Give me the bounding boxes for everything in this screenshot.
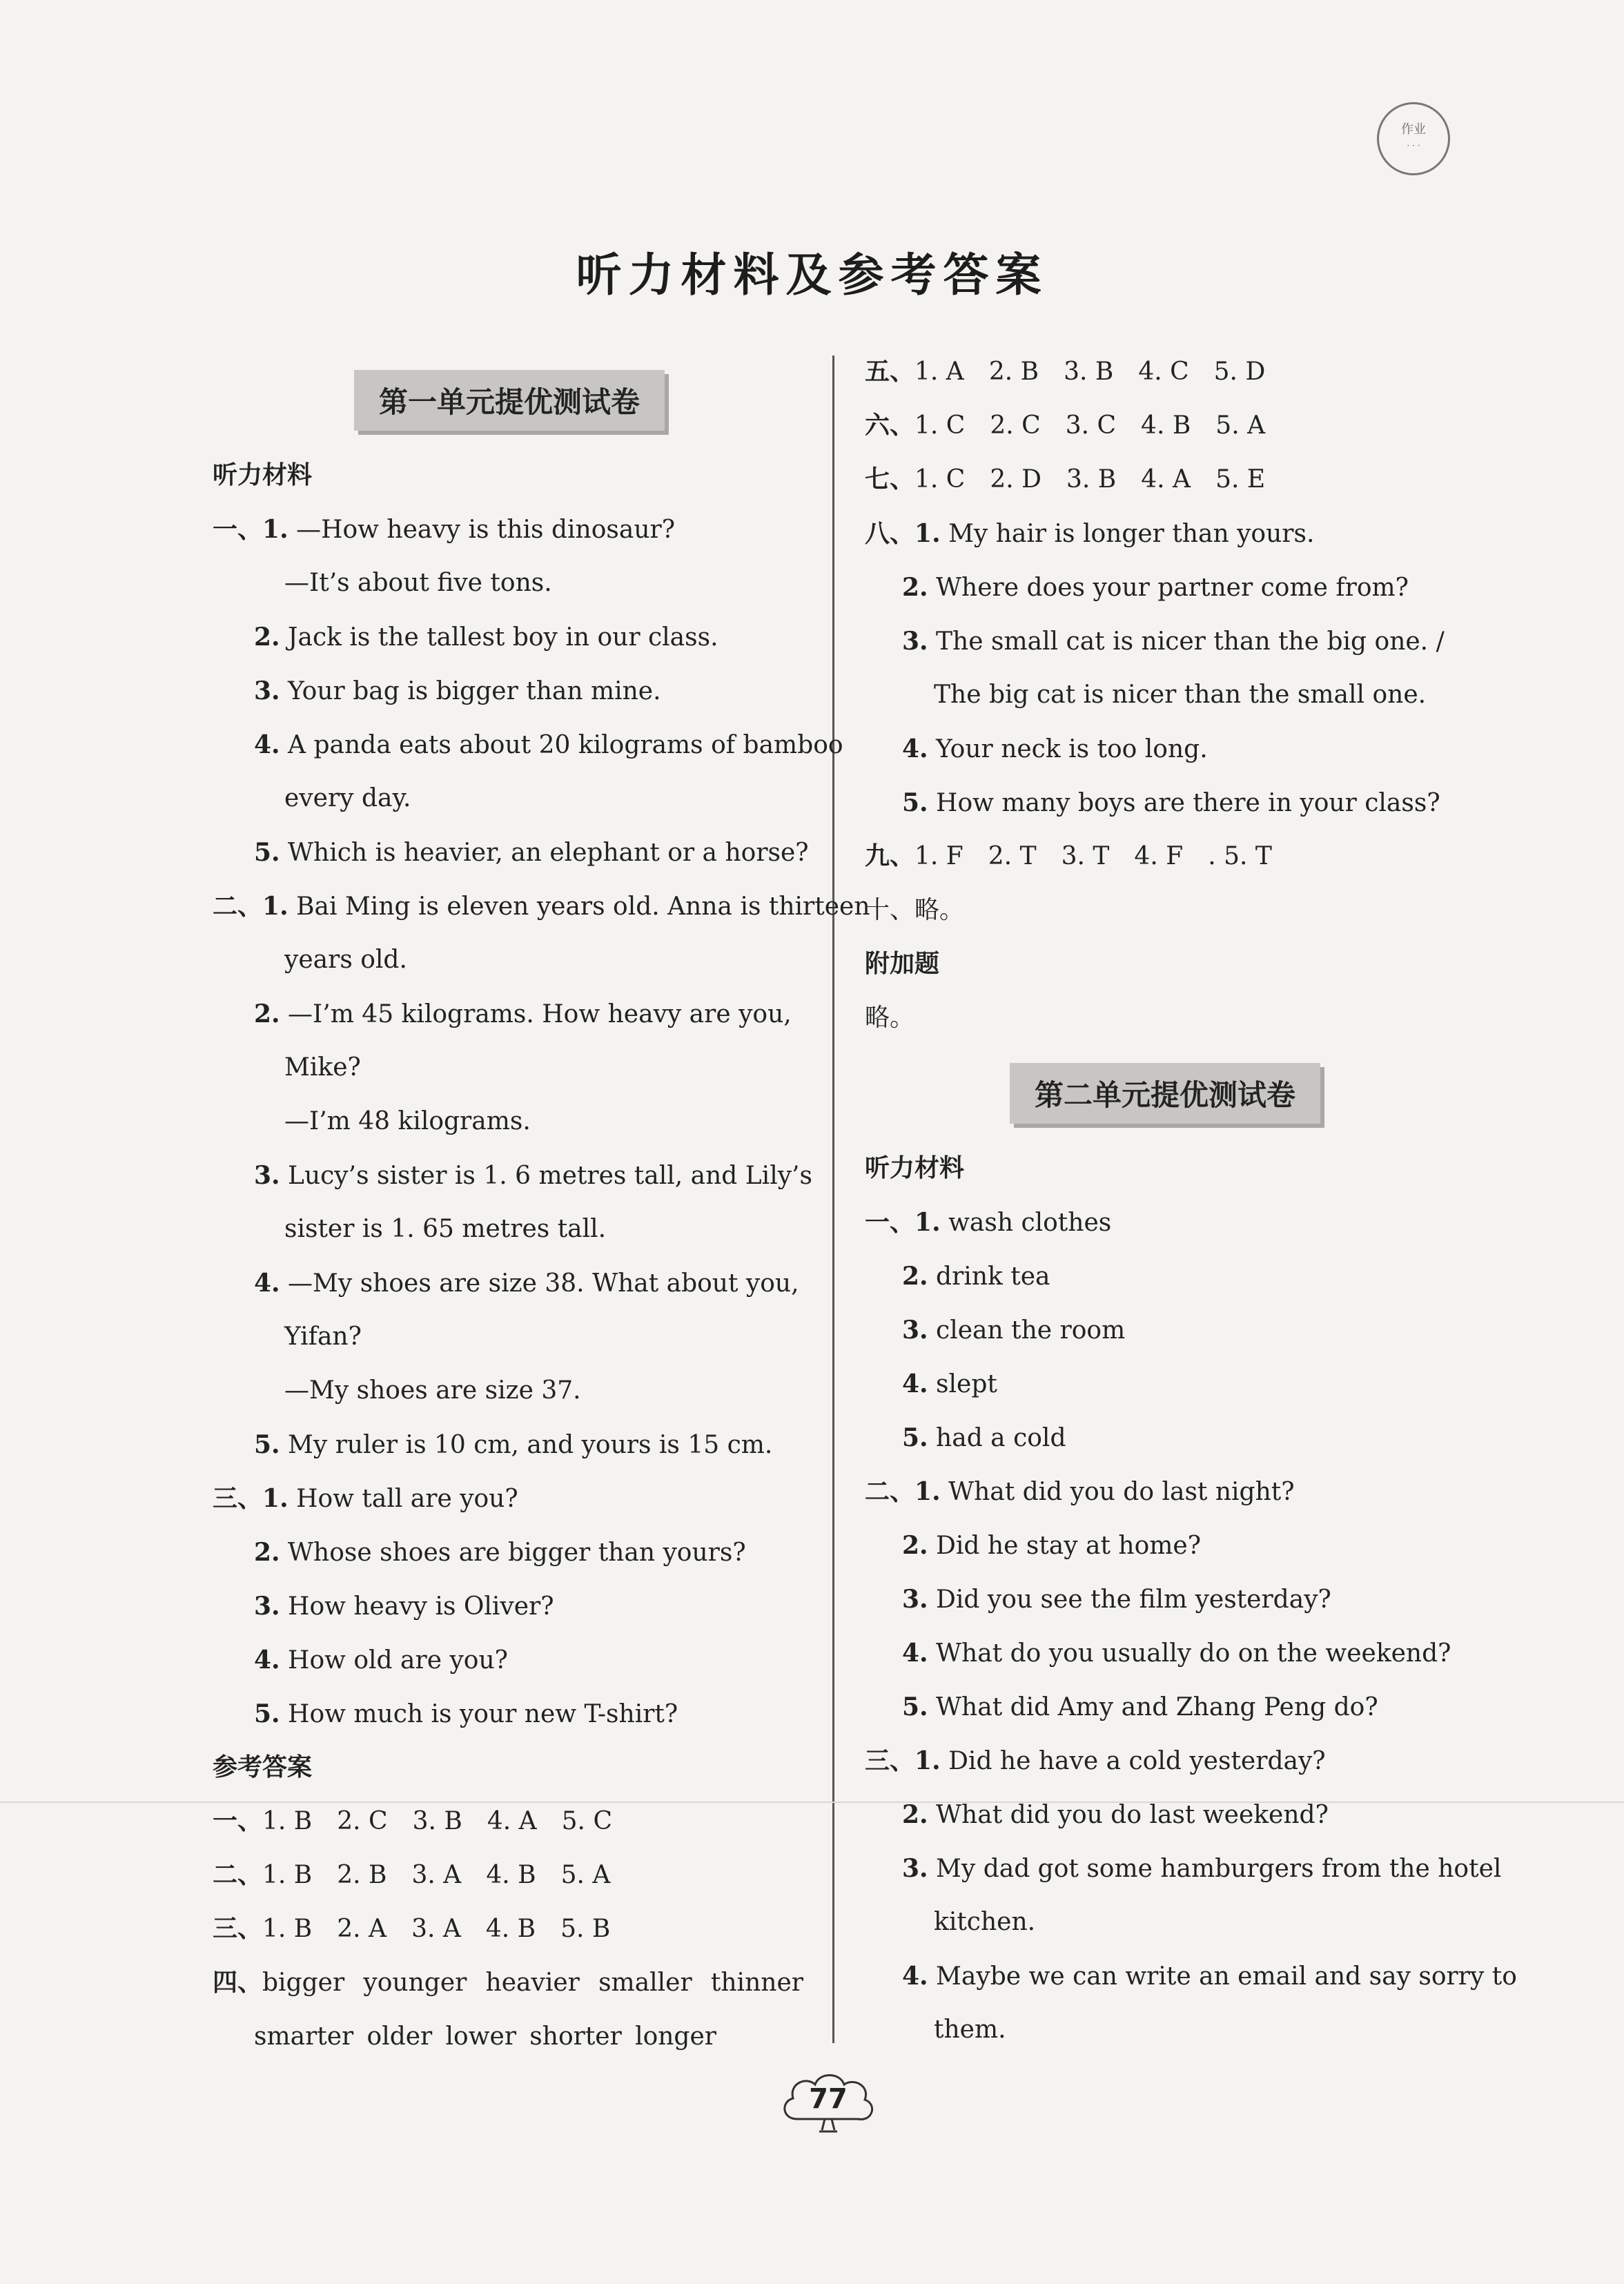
listening-line: 3. Your bag is bigger than mine. [254,676,661,705]
listening-line: 2. drink tea [902,1262,1050,1291]
listening-line: 3. Lucy’s sister is 1. 6 metres tall, and Lily’s [254,1161,812,1190]
answer-line: 5. How many boys are there in your class? [902,788,1440,817]
column-divider [832,355,834,2043]
answer-row: 七、1. C 2. D 3. B 4. A 5. E [865,465,1266,494]
listening-line: 二、1. Bai Ming is eleven years old. Anna is thirteen [213,892,870,921]
listening-line: —It’s about five tons. [284,569,552,597]
answer-line: The big cat is nicer than the small one. [934,681,1427,709]
listening-line: Yifan? [284,1322,362,1351]
listening-line: 一、1. —How heavy is this dinosaur? [213,515,676,544]
answer-line: 4. Your neck is too long. [902,734,1208,763]
unit1-answers-heading: 参考答案 [213,1753,313,1782]
answer-row: 二、1. B 2. B 3. A 4. B 5. A [213,1861,611,1889]
listening-line: 3. Did you see the film yesterday? [902,1585,1331,1614]
answer-line: 3. The small cat is nicer than the big one. / [902,627,1445,656]
listening-line: 2. What did you do last weekend? [902,1800,1329,1829]
listening-line: 4. What do you usually do on the weekend? [902,1639,1451,1668]
listening-line: 3. How heavy is Oliver? [254,1592,554,1621]
listening-line: them. [934,2015,1006,2044]
extra-text: 略。 [865,1004,915,1032]
listening-line: years old. [284,946,407,974]
listening-line: 4. How old are you? [254,1646,508,1675]
listening-line: 一、1. wash clothes [865,1208,1112,1237]
listening-line: —My shoes are size 37. [284,1376,581,1405]
listening-line: 2. Whose shoes are bigger than yours? [254,1538,746,1567]
answer-line: 八、1. My hair is longer than yours. [865,519,1315,548]
listening-line: 二、1. What did you do last night? [865,1477,1295,1506]
right-column [865,345,1517,2057]
words-row: 四、bigger younger heavier smaller thinner [213,1969,803,1997]
listening-line: 5. Which is heavier, an elephant or a horse? [254,838,809,867]
listening-line: 5. My ruler is 10 cm, and yours is 15 cm. [254,1430,773,1459]
listening-line: 2. —I’m 45 kilograms. How heavy are you, [254,999,792,1028]
answer-row: 九、1. F 2. T 3. T 4. F . 5. T [865,842,1272,870]
left-column [213,352,870,2064]
answer-row: 五、1. A 2. B 3. B 4. C 5. D [865,358,1266,386]
unit1-listening-heading: 听力材料 [213,461,313,489]
listening-line: sister is 1. 65 metres tall. [284,1215,607,1243]
unit1-banner: 第一单元提优测试卷 [354,370,665,431]
answer-row: 一、1. B 2. C 3. B 4. A 5. C [213,1807,612,1835]
listening-line: 三、1. Did he have a cold yesterday? [865,1746,1326,1775]
listening-line: 三、1. How tall are you? [213,1484,518,1513]
unit2-banner-wrap [865,1045,1465,1142]
listening-line: kitchen. [934,1908,1036,1936]
listening-line: 4. —My shoes are size 38. What about you, [254,1269,799,1298]
page-number-badge [776,2064,880,2140]
unit2-banner: 第二单元提优测试卷 [1010,1063,1320,1124]
answer-row: 六、1. C 2. C 3. C 4. B 5. A [865,411,1266,440]
listening-line: 4. slept [902,1369,997,1398]
answer-row: 三、1. B 2. A 3. A 4. B 5. B [213,1915,611,1943]
page-number: 77 [809,2083,848,2115]
listening-line: 5. How much is your new T-shirt? [254,1699,678,1728]
listening-line: Mike? [284,1053,361,1082]
unit1-banner-wrap [213,352,806,449]
listening-line: 2. Did he stay at home? [902,1531,1202,1560]
listening-line: 4. A panda eats about 20 kilograms of bamboo [254,730,843,759]
listening-line: 3. clean the room [902,1316,1126,1345]
unit2-listening-heading: 听力材料 [865,1154,965,1182]
listening-line: 5. had a cold [902,1423,1066,1452]
listening-line: 4. Maybe we can write an email and say sorry to [902,1962,1517,1991]
listening-line: —I’m 48 kilograms. [284,1107,531,1135]
words-row: smarter older lower shorter longer [254,2022,716,2051]
listening-line: 2. Jack is the tallest boy in our class. [254,623,718,652]
listening-line: 5. What did Amy and Zhang Peng do? [902,1692,1378,1721]
extra-heading: 附加题 [865,950,940,978]
answer-line: 2. Where does your partner come from? [902,573,1409,602]
listening-line: every day. [284,784,411,812]
page-title: 听力材料及参考答案 [576,248,1048,302]
answer-line: 十、略。 [865,896,965,924]
stamp-logo: 作业 · · · [1377,102,1450,175]
listening-line: 3. My dad got some hamburgers from the hotel [902,1854,1502,1883]
